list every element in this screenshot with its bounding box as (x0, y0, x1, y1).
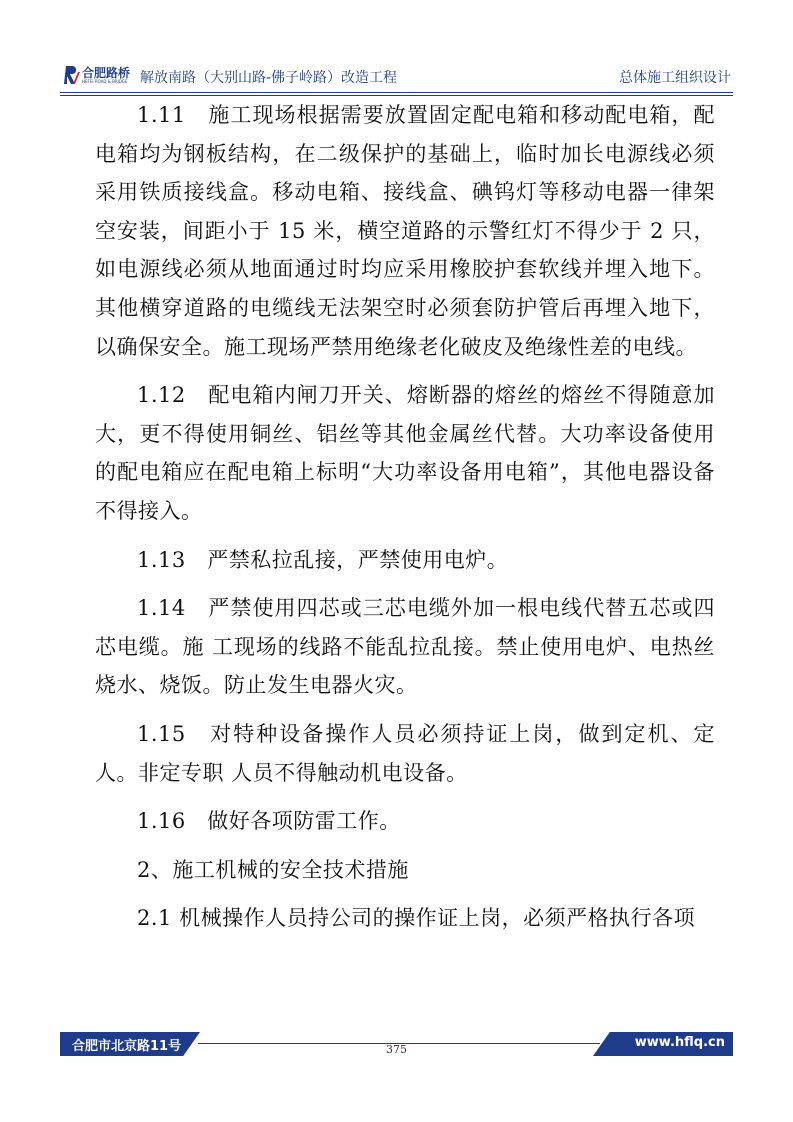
logo-subtext: HEFEI ROAD & BRIDGE (82, 79, 128, 84)
project-title: 解放南路（大别山路-佛子岭路）改造工程 (140, 70, 398, 86)
paragraph-1-14: 1.14 严禁使用四芯或三芯电缆外加一根电线代替五芯或四芯电缆。施 工现场的线路不能乱拉乱接。禁止使用电炉、电热丝烧水、烧饭。防止发生电器火灾。 (95, 596, 715, 698)
page-number: 375 (386, 1043, 407, 1056)
footer-address: 合肥市北京路11号 (72, 1039, 182, 1054)
paragraph-2-1: 2.1 机械操作人员持公司的操作证上岗，必须严格执行各项 (137, 906, 696, 931)
section-title: 总体施工组织设计 (619, 70, 731, 86)
section-heading-2: 2、施工机械的安全技术措施 (137, 857, 409, 882)
paragraph-1-12: 1.12 配电箱内闸刀开关、熔断器的熔丝的熔丝不得随意加大，更不得使用铜丝、铝丝等其他金属丝代替。大功率设备使用的配电箱应在配电箱上标明“大功率设备用电箱”，其他电器设备不得接入。 (95, 383, 715, 523)
paragraph-1-11: 1.11 施工现场根据需要放置固定配电箱和移动配电箱，配电箱均为钢板结构，在二级保护的基础上，临时加长电源线必须 采用铁质接线盒。移动电箱、接线盒、碘钨灯等移动电器一律架 空安装，间距小于 15 米，横空道路的示警红灯不得少于 2 只， 如电源线必须从地面通过时均应采用橡胶护套软线并埋入地下。 其他横穿道路的电缆线无法架空时必须套防护管后再埋入地下， 以确保安全。施工现场严禁用绝缘老化破皮及绝缘性差的电线。 (95, 103, 715, 359)
paragraph-1-16: 1.16 做好各项防雷工作。 (137, 809, 401, 834)
logo-mark-icon (64, 64, 80, 86)
company-logo (64, 64, 131, 88)
paragraph-1-13: 1.13 严禁私拉乱接，严禁使用电炉。 (137, 547, 509, 572)
page-header (60, 60, 733, 92)
logo-text: 合肥路桥 (82, 66, 131, 80)
document-body (95, 96, 715, 938)
footer-website-link[interactable]: www.hflq.cn (634, 1035, 725, 1050)
paragraph-1-15: 1.15 对特种设备操作人员必须持证上岗，做到定机、定人。非定专职 人员不得触动机电设备。 (95, 721, 715, 785)
header-divider (60, 92, 733, 93)
